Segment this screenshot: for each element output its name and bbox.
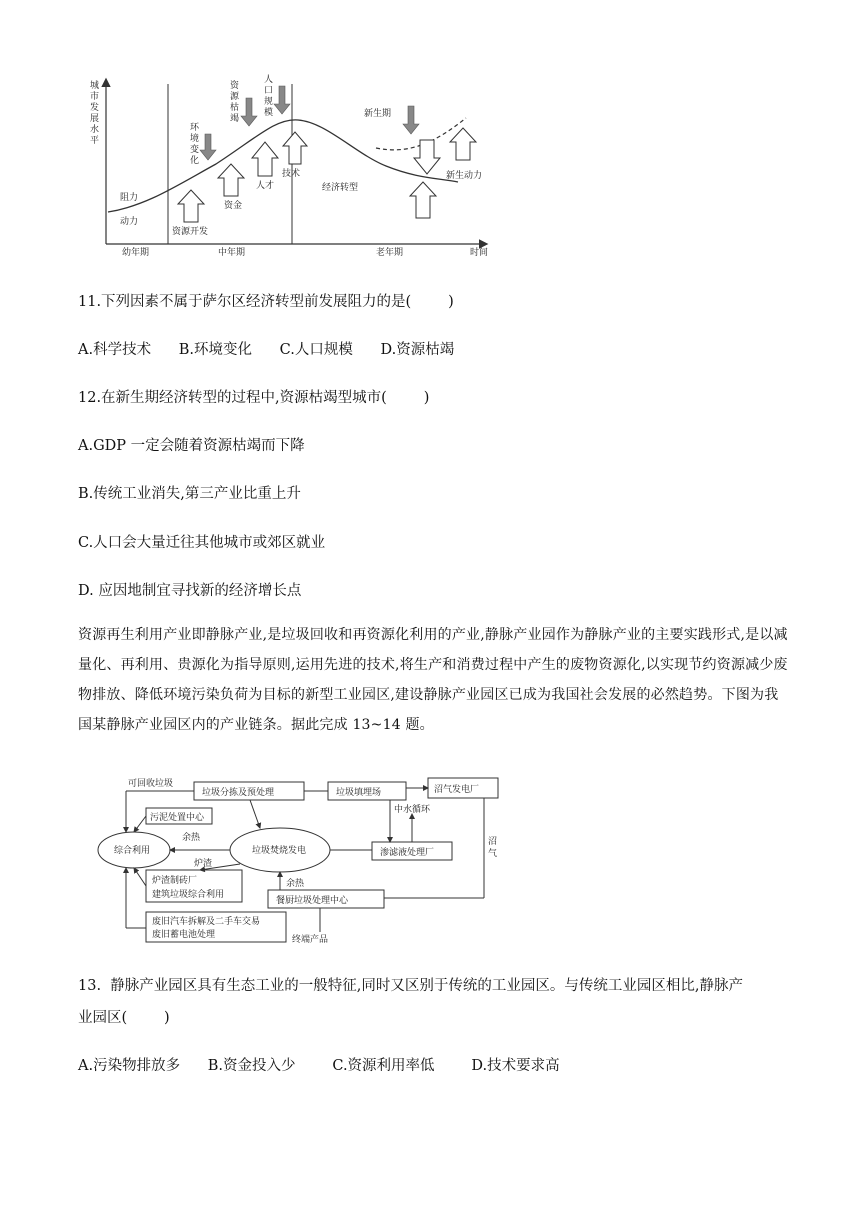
q13-options: A.污染物排放多 B.资金投入少 C.资源利用率低 D.技术要求高 [78, 1058, 560, 1074]
label-population-size-3: 规 [264, 97, 274, 107]
label-resource-depletion-2: 源 [230, 92, 240, 102]
label-resource-depletion-4: 竭 [230, 114, 240, 124]
y-axis-label-2: 市 [90, 92, 100, 102]
down-arrow-depletion [241, 98, 257, 126]
fig2-kitchen: 餐厨垃圾处理中心 [276, 896, 349, 906]
fig2-battery: 废旧蓄电池处理 [152, 930, 216, 940]
development-curve [108, 120, 458, 212]
label-resource-depletion: 资 [230, 81, 240, 91]
q12-option-c: C.人口会大量迁往其他城市或郊区就业 [78, 535, 326, 551]
label-resource-depletion-3: 枯 [230, 103, 240, 113]
label-environment-change-2: 境 [190, 134, 200, 144]
down-arrow-decline [414, 140, 440, 174]
q13-stem-line1: 13. 静脉产业园区具有生态工业的一般特征,同时又区别于传统的工业园区。与传统工业园区相比,静脉产 [78, 978, 743, 994]
label-resistance: 阻力 [120, 193, 139, 203]
link-sludge [134, 816, 146, 832]
stage-label-young: 幼年期 [122, 248, 150, 258]
fig2-water-cycle: 中水循环 [394, 805, 431, 815]
fig2-leachate: 渗滤液处理厂 [380, 848, 435, 858]
label-capital: 资金 [224, 201, 243, 211]
x-axis-label: 时间 [470, 248, 489, 258]
fig2-end-product: 终端产品 [292, 935, 329, 945]
up-arrow-talent [252, 142, 278, 176]
fig2-sorting: 垃圾分拣及预处理 [202, 788, 275, 798]
label-talent: 人才 [256, 181, 275, 191]
industry-chain-figure [90, 768, 510, 946]
fig2-biogas-plant: 沼气发电厂 [434, 785, 480, 795]
up-arrow-new-force-high [450, 128, 476, 160]
q12-stem: 12.在新生期经济转型的过程中,资源枯竭型城市( ) [78, 390, 430, 406]
fig2-heat-1: 余热 [182, 833, 201, 843]
fig2-heat-2: 余热 [286, 879, 305, 889]
label-environment-change: 环 [190, 123, 200, 133]
y-axis-label-4: 展 [90, 114, 100, 124]
link-sorting-incineration [250, 800, 260, 828]
down-arrow-new-period [403, 106, 419, 134]
label-environment-change-3: 变 [190, 145, 200, 155]
up-arrow-resource [178, 190, 204, 222]
fig2-car: 废旧汽车拆解及二手车交易 [152, 917, 261, 927]
fig2-landfill: 垃圾填埋场 [336, 788, 382, 798]
label-population-size-4: 模 [264, 108, 274, 118]
label-new-growth-period: 新生期 [364, 109, 392, 119]
fig2-biogas-1: 沼 [488, 837, 498, 847]
link-slag-brick-use [134, 868, 146, 886]
y-axis-label-6: 平 [90, 136, 100, 146]
up-arrow-technology [283, 132, 307, 164]
down-arrow-population [274, 86, 290, 114]
fig2-construction: 建筑垃圾综合利用 [152, 890, 225, 900]
q12-option-a: A.GDP 一定会随着资源枯竭而下降 [78, 438, 305, 454]
fig2-recyclable: 可回收垃圾 [128, 779, 174, 789]
label-population-size-2: 口 [264, 86, 274, 96]
y-axis-label-3: 发 [90, 103, 100, 113]
label-economic-transition: 经济转型 [322, 183, 359, 193]
label-driving-force: 动力 [120, 217, 139, 227]
q12-option-b: B.传统工业消失,第三产业比重上升 [78, 486, 301, 502]
q13-stem-line2: 业园区( ) [78, 1010, 170, 1026]
up-arrow-new-force-low [410, 182, 436, 218]
fig2-biogas-2: 气 [488, 849, 498, 859]
q11-options: A.科学技术 B.环境变化 C.人口规模 D.资源枯竭 [78, 342, 455, 358]
label-technology: 技术 [282, 169, 301, 179]
fig2-slag: 炉渣 [194, 859, 213, 869]
up-arrow-capital [218, 164, 244, 196]
y-axis-label-5: 水 [90, 125, 100, 135]
fig2-sludge: 污泥处置中心 [150, 813, 205, 823]
fig2-incineration: 垃圾焚烧发电 [252, 846, 307, 856]
label-population-size: 人 [264, 75, 274, 85]
fig2-comprehensive-use: 综合利用 [114, 846, 151, 856]
stage-label-old: 老年期 [376, 248, 404, 258]
label-new-driving-force: 新生动力 [446, 171, 483, 181]
stage-label-middle: 中年期 [218, 248, 246, 258]
q11-stem: 11.下列因素不属于萨尔区经济转型前发展阻力的是( ) [78, 294, 454, 310]
q12-option-d: D. 应因地制宜寻找新的经济增长点 [78, 583, 302, 599]
city-development-figure [86, 74, 496, 260]
label-resource-development: 资源开发 [172, 227, 209, 237]
down-arrow-environment [200, 134, 216, 160]
label-environment-change-4: 化 [190, 156, 200, 166]
y-axis-label-1: 城 [90, 81, 100, 91]
passage: 资源再生利用产业即静脉产业,是垃圾回收和再资源化利用的产业,静脉产业园作为静脉产业的主要实践形式,是以减量化、再利用、贵源化为指导原则,运用先进的技术,将生产和消费过程中产生的废物资源化,以实现节约资源减少废物排放、降低环境污染负荷为目标的新型工业园区,建设静脉产业园区已成为我国社会发展的必然趋势。下图为我国某静脉产业园区内的产业链条。据此完成 13~14 题。 [78, 627, 788, 733]
fig2-slag-brick: 炉渣制砖厂 [152, 876, 198, 886]
